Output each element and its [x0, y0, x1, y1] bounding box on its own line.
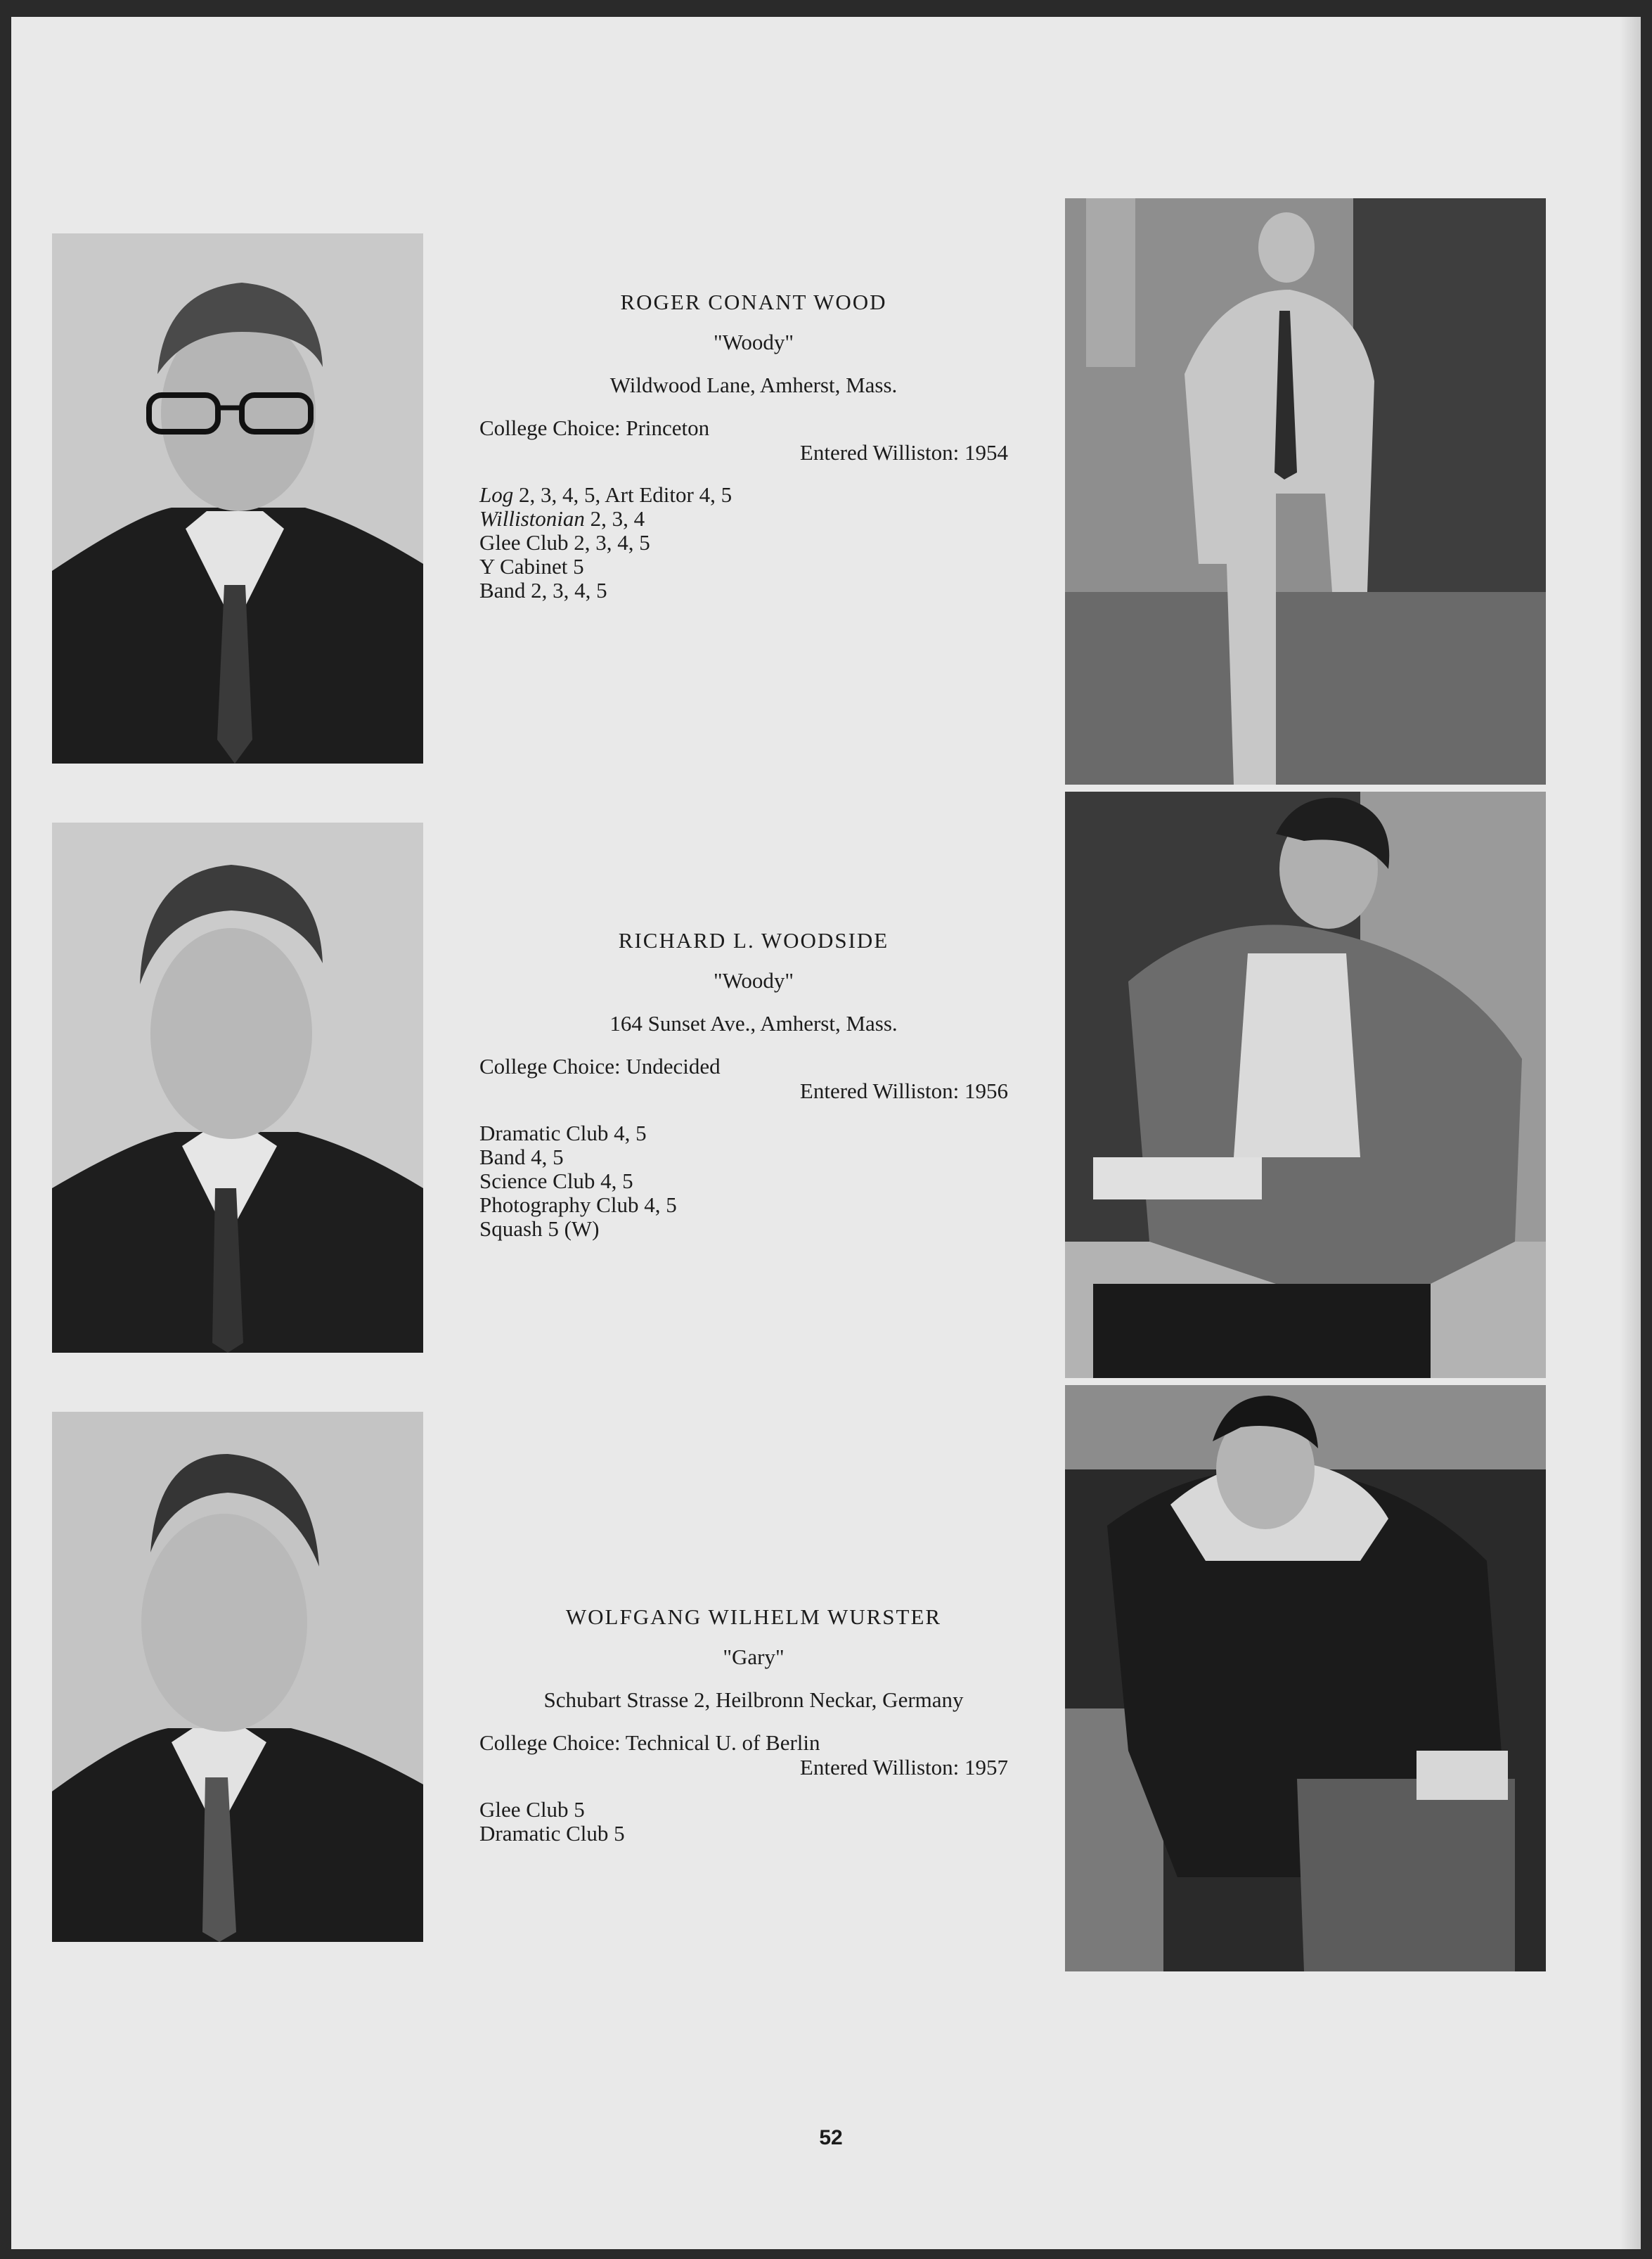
college-choice: College Choice: Undecided — [479, 1054, 721, 1079]
student-entry-1 — [479, 290, 1028, 603]
college-choice: College Choice: Princeton — [479, 416, 710, 440]
candid-photo-richard-woodside — [1065, 792, 1546, 1378]
activity-item: Willistonian 2, 3, 4 — [479, 506, 645, 531]
student-nickname: "Gary" — [723, 1645, 785, 1669]
portrait-photo-roger-wood — [52, 233, 423, 764]
activities-list — [479, 483, 1028, 603]
student-address: Schubart Strasse 2, Heilbronn Neckar, Germany — [543, 1687, 964, 1712]
student-nickname: "Woody" — [713, 330, 794, 354]
activity-item: Band 4, 5 — [479, 1145, 564, 1169]
entered-williston: Entered Williston: 1954 — [799, 440, 1008, 465]
student-nickname: "Woody" — [713, 968, 794, 993]
student-address: 164 Sunset Ave., Amherst, Mass. — [609, 1011, 898, 1036]
candid-photo-roger-wood — [1065, 198, 1546, 785]
entered-williston: Entered Williston: 1957 — [799, 1755, 1008, 1779]
student-entry-2 — [479, 928, 1028, 1241]
activities-list — [479, 1121, 1028, 1241]
activity-item: Band 2, 3, 4, 5 — [479, 578, 607, 603]
college-choice: College Choice: Technical U. of Berlin — [479, 1730, 820, 1755]
entered-williston: Entered Williston: 1956 — [799, 1079, 1008, 1103]
activity-item: Log 2, 3, 4, 5, Art Editor 4, 5 — [479, 482, 733, 507]
activity-item: Glee Club 5 — [479, 1797, 585, 1822]
student-address: Wildwood Lane, Amherst, Mass. — [609, 373, 898, 397]
page-number: 52 — [819, 2126, 843, 2149]
student-name: WOLFGANG WILHELM WURSTER — [565, 1604, 942, 1629]
activity-item: Science Club 4, 5 — [479, 1169, 633, 1193]
candid-photo-wolfgang-wurster — [1065, 1385, 1546, 1971]
student-name: RICHARD L. WOODSIDE — [618, 928, 889, 953]
activity-item: Squash 5 (W) — [479, 1216, 600, 1241]
activities-list — [479, 1798, 1028, 1846]
activity-item: Y Cabinet 5 — [479, 554, 584, 579]
portrait-photo-wolfgang-wurster — [52, 1412, 423, 1942]
activity-item: Dramatic Club 4, 5 — [479, 1121, 647, 1145]
student-name: ROGER CONANT WOOD — [620, 290, 887, 314]
activity-item: Dramatic Club 5 — [479, 1821, 625, 1846]
yearbook-page — [11, 17, 1641, 2249]
portrait-photo-richard-woodside — [52, 823, 423, 1353]
student-entry-3 — [479, 1604, 1028, 1846]
activity-item: Photography Club 4, 5 — [479, 1192, 677, 1217]
activity-item: Glee Club 2, 3, 4, 5 — [479, 530, 650, 555]
page-edge-shadow — [1620, 17, 1641, 2249]
